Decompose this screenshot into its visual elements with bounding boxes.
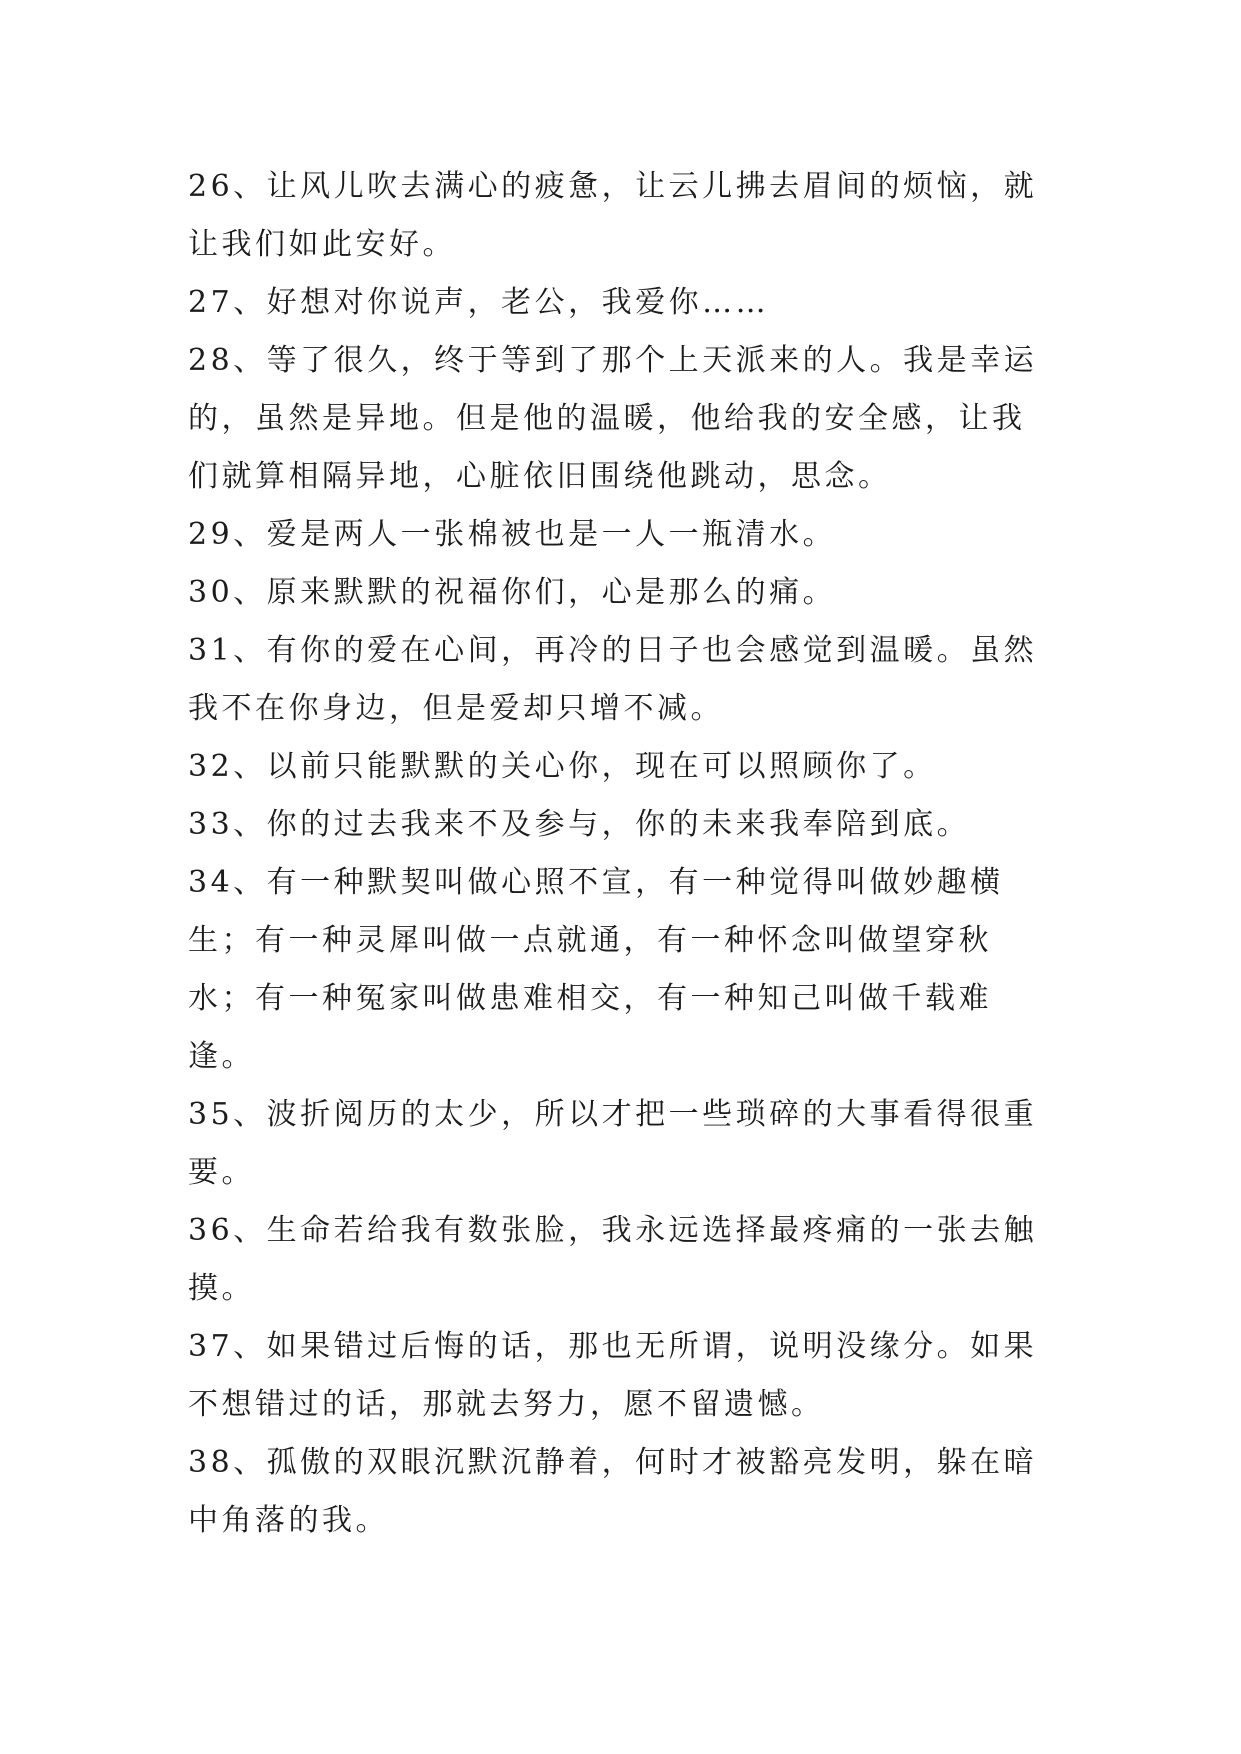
paragraph-37: 37、如果错过后悔的话，那也无所谓，说明没缘分。如果不想错过的话，那就去努力，愿不留遗憾。 <box>188 1329 1038 1422</box>
paragraph-38: 38、孤傲的双眼沉默沉静着，何时才被豁亮发明，躲在暗中角落的我。 <box>188 1445 1038 1538</box>
paragraph-30: 30、原来默默的祝福你们，心是那么的痛。 <box>188 575 837 610</box>
paragraph-35: 35、波折阅历的太少，所以才把一些琐碎的大事看得很重要。 <box>188 1097 1038 1190</box>
document-body <box>188 158 1058 1550</box>
paragraph-34: 34、有一种默契叫做心照不宣，有一种觉得叫做妙趣横生；有一种灵犀叫做一点就通，有一种怀念叫做望穿秋水；有一种冤家叫做患难相交，有一种知己叫做千载难逢。 <box>188 865 1004 1074</box>
paragraph-26: 26、让风儿吹去满心的疲惫，让云儿拂去眉间的烦恼，就让我们如此安好。 <box>188 169 1038 262</box>
paragraph-32: 32、以前只能默默的关心你，现在可以照顾你了。 <box>188 749 937 784</box>
paragraph-33: 33、你的过去我来不及参与，你的未来我奉陪到底。 <box>188 807 971 842</box>
paragraph-31: 31、有你的爱在心间，再冷的日子也会感觉到温暖。虽然我不在你身边，但是爱却只增不减。 <box>188 633 1038 726</box>
paragraph-28: 28、等了很久，终于等到了那个上天派来的人。我是幸运的，虽然是异地。但是他的温暖，他给我的安全感，让我们就算相隔异地，心脏依旧围绕他跳动，思念。 <box>188 343 1038 494</box>
paragraph-36: 36、生命若给我有数张脸，我永远选择最疼痛的一张去触摸。 <box>188 1213 1038 1306</box>
paragraph-29: 29、爱是两人一张棉被也是一人一瓶清水。 <box>188 517 837 552</box>
paragraph-27: 27、好想对你说声，老公，我爱你…… <box>188 285 770 320</box>
